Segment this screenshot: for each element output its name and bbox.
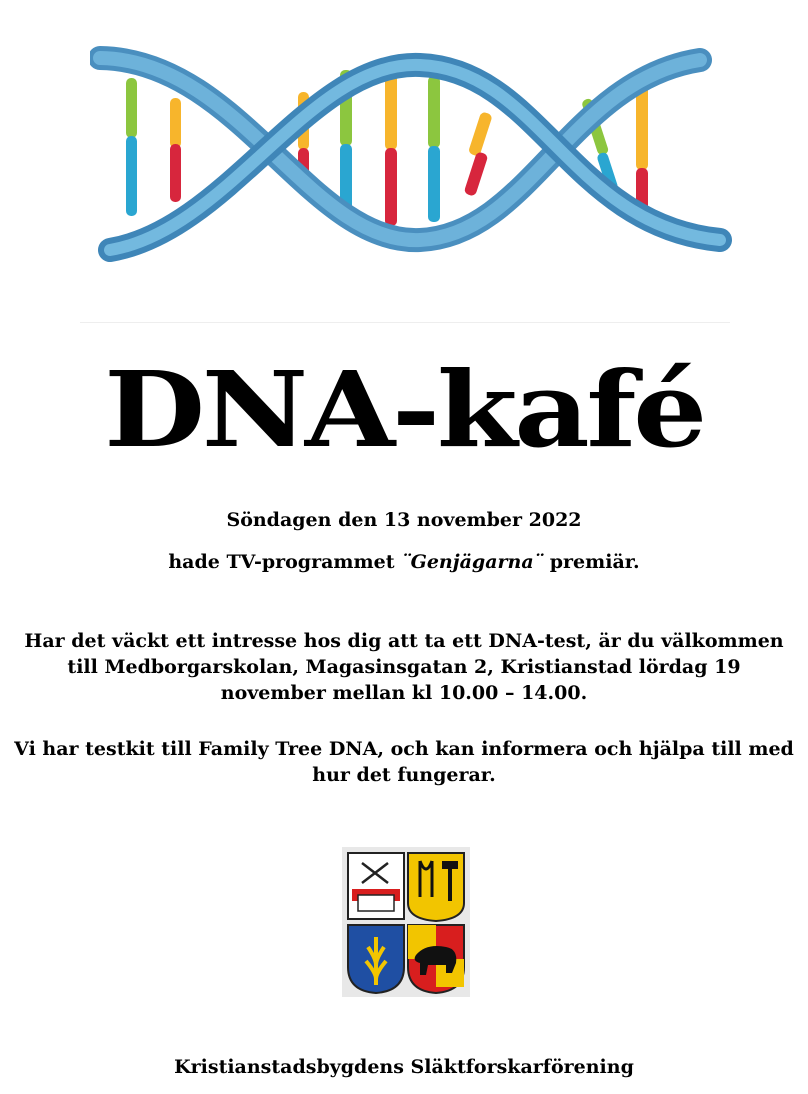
program-name: ¨Genjägarna¨ — [401, 551, 544, 573]
page-title: DNA-kafé — [104, 348, 704, 471]
coat-of-arms-icon — [342, 847, 470, 997]
divider — [80, 322, 730, 323]
organization-name: Kristianstadsbygdens Släktforskarförening — [174, 1056, 634, 1078]
invite-paragraph: Har det väckt ett intresse hos dig att ta ett DNA-test, är du välkommen till Medborgarskolan, Magasinsgatan 2, Kristianstad lördag 19 november mellan kl 10.00 – 14.00. — [24, 630, 784, 704]
program-line — [0, 549, 808, 575]
program-prefix: hade TV-programmet — [168, 551, 402, 573]
dna-helix-icon — [90, 40, 740, 280]
info-paragraph: Vi har testkit till Family Tree DNA, och kan informera och hjälpa till med hur det fungerar. — [14, 738, 794, 786]
program-suffix: premiär. — [543, 551, 640, 573]
event-date: Söndagen den 13 november 2022 — [226, 509, 582, 531]
